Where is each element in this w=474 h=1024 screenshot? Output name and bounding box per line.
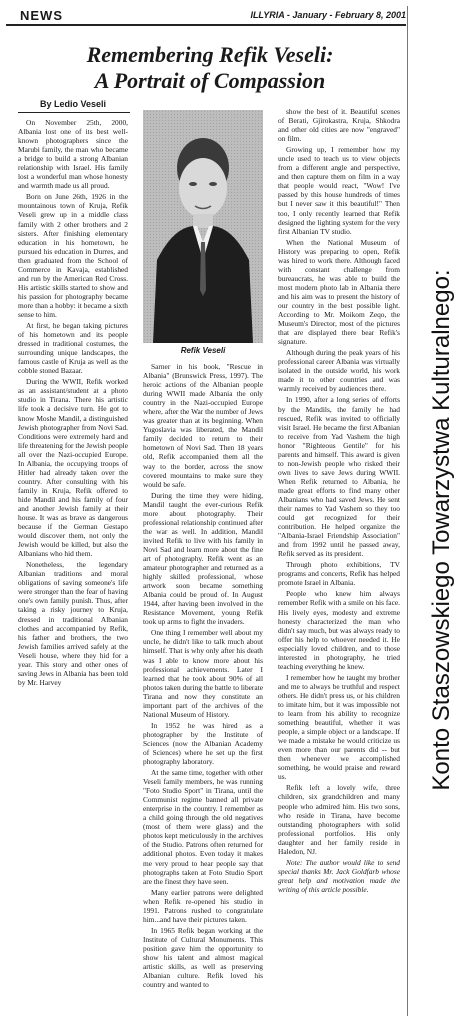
paragraph: In 1952 he was hired as a photographer by the Institute of Sciences (now the Albanian Academy of Sciences) where he set up the first photography laboratory.: [143, 720, 263, 767]
library-stamp: [415, 0, 470, 1024]
paragraph: On November 25th, 2000, Albania lost one of its best well-known photographers since the Marubi family, the man who became a bridge to build a strong Albanian relationship with Israel. His family lost a wonderful man whose honesty and warmth made us all proud.: [18, 118, 128, 191]
paragraph: show the best of it. Beautiful scenes of Berati, Gjirokastra, Kruja, Shkodra and other old cities are now "engraved" on film.: [278, 107, 400, 144]
page-header: [6, 6, 406, 26]
stamp-text: Konto Staszowskiego Towarzystwa Kulturalnego:: [428, 269, 455, 791]
photo-caption: Refik Veseli: [180, 346, 226, 355]
paragraph: In 1965 Refik began working at the Institute of Cultural Monuments. This position gave him the opportunity to show his talent and almost magical artistic skills, as well as preserving Albanian culture. Refik loved his country and wanted to: [143, 925, 263, 990]
portrait-figure: [143, 110, 263, 358]
column-3: [278, 107, 400, 1022]
paragraph: People who knew him always remember Refik with a smile on his face. His lively eyes, modesty and extreme honesty characterized the man who didn't say much, but was always ready to offer his help to whoever needed it. He especially loved children, and to those interested in photography, he tried teaching everything he knew.: [278, 589, 400, 671]
column-2: [143, 362, 263, 1022]
paragraph: Refik left a lovely wife, three children, six grandchildren and many people who admired him. His two sons, who reside in Tirana, have become outstanding photographers with solid professional portfolios. His only daughter and her family reside in Haledon, NJ.: [278, 783, 400, 856]
section-label: NEWS: [20, 8, 63, 23]
paragraph: At first, he began taking pictures of his hometown and its people dressed in traditional costumes, the surrounding unique landscapes, the famous castle of Kruja as well as the cobble stoned Bazaar.: [18, 321, 128, 376]
column-1: [18, 118, 128, 1023]
paragraph: Many earlier patrons were delighted when Refik re-opened his studio in 1991. Patrons rushed to congratulate him...and have their pictures taken.: [143, 887, 263, 924]
paragraph: One thing I remember well about my uncle, he didn't like to talk much about himself. That is why only after his death was I able to know more about his professional achievements. Later I learned that he took about 90% of all photos taken during the battle to liberate Tirana and now they constitute an important part of the archives of the National Museum of History.: [143, 628, 263, 719]
title-line-2: A Portrait of Compassion: [94, 68, 326, 93]
paragraph: Born on June 26th, 1926 in the mountainous town of Kruja, Refik Veseli grew up in a middle class family with 2 other brothers and 2 sisters. After finishing elementary education in his hometown, he pursued his education in Durres, and then graduated from the School of Commerce in Kavaja, established and run by the American Red Cross. His artistic skills started to show and his passion for photography became more than a hobby: it became a sixth sense to him.: [18, 192, 128, 319]
byline-rule: [18, 112, 130, 113]
author-note: Note: The author would like to send special thanks Mr. Jack Goldfarb whose great help and motivation made the writing of this article possible.: [278, 857, 400, 894]
paragraph: Sarner in his book, "Rescue in Albania" (Brunswick Press, 1997). The heroic actions of the Albanian people during WWII made Albania the only country in the Nazi-occupied Europe where, after the War the number of Jews was greater than at its beginning. When Yugoslavia was liberated, the Mandil family decided to return to their hometown of Novi Sad. Then 18 years old, Refik accompanied them all the way to the border, across the snow covered mountains to make sure they would be safe.: [143, 362, 263, 489]
paragraph: During the time they were hiding, Mandil taught the ever-curious Refik more about photography. Their professional relationship continued after the war as well. In addition, Mandil invited Refik to live with his family in Novi Sad and learn more about the fine art of photography. Refik went as an amateur photographer and returned as a highly skilled professional, whose artwork soon became something Albania could be proud of. In August 1944, after having been involved in the Resistance Movement, young Refik took up arms to fight the invaders.: [143, 490, 263, 627]
paragraph: In 1990, after a long series of efforts by the Mandils, the family he had rescued, Refik was invited to officially visit Israel. He became the first Albanian to receive from Yad Vashem the high honor "Righteous Gentile" for his parents and himself. This award is given to non-Jewish people who risked their own lives to save Jews during WWII. When Refik returned to Albania, he made great efforts to find many other Albanians who had saved Jews. He sent their names to Yad Vashem so they too could get recognized for their contribution. He helped organize the "Albania-Israel Friendship Association" and from 1992 until he passed away, Refik served as its president.: [278, 395, 400, 559]
article-title: [20, 42, 400, 94]
title-line-1: Remembering Refik Veseli:: [86, 42, 334, 67]
byline: By Ledio Veseli: [40, 99, 107, 109]
paragraph: Although during the peak years of his professional career Albania was virtually isolated in the outside world, his work made it to other countries and was warmly received by audiences there.: [278, 348, 400, 394]
paragraph: Through photo exhibitions, TV programs and concerts, Refik has helped promote Israel in Albania.: [278, 560, 400, 588]
paragraph: I remember how he taught my brother and me to always be truthful and respect others. He didn't press us, or his children to imitate him, but it was impossible not to learn from his ability to recognize something beautiful, whether it was people, a simple object or a landscape. If we made a mistake he would criticize us even more than our parents did -- but then whenever we accomplished something, he would praise and reward us.: [278, 672, 400, 782]
paragraph: When the National Museum of History was preparing to open, Refik was hired to work there. Although faced with constant challenge from bureaucrats, he was able to build the most modern photo lab in Albania there and his aim was to present the history of our country in the best possible light. According to Mr. Moikom Zeqo, the Museum's Director, most of the pictures that are displayed there bear Refik's signature.: [278, 237, 400, 347]
paragraph: During the WWII, Refik worked as an assistant/student at a photo studio in Tirana. There his artistic life took a decisive turn. He got to know Moshe Mandil, a distinguished Jewish photographer from Novi Sad. Conditions were extremely hard and life threatening for the Jewish people all over the Nazi-occupied Europe. In Albania, the occupying troops of Hitler had already taken over the country. After consulting with his family in Kruja, Refik offered to hide Mandil and his family of four and another Jewish family at their house. It was as brave as dangerous because if the German Gestapo would discover them, not only the Jewish would be killed, but also the Albanians who hid them.: [18, 377, 128, 559]
margin-rule: [407, 6, 408, 1016]
paragraph: At the same time, together with other Veseli family members, he was running "Foto Studio Sport" in Tirana, until the Communist regime banned all private enterprise in the country. I remember as a child going through the old negatives (most of them were glass) and the photos kept meticulously in the archives of the Studio. Patrons often returned for additional photos. Even today it makes me very proud to hear people say that photographs taken at Foto Studio Sport are the finest they have seen.: [143, 768, 263, 886]
portrait-photo: [143, 110, 263, 343]
paragraph: Growing up, I remember how my uncle used to teach us to view objects from a different angle and perspective, and then capture them on film in a way that people would react, "Wow! I've passed by this house hundreds of times but I never saw it this beautiful!" Then too, I only recently learned that Refik designed the lighting system for the very first Albanian TV studio.: [278, 145, 400, 236]
publication-line: ILLYRIA - January - February 8, 2001: [250, 10, 406, 20]
paragraph: Nonetheless, the legendary Albanian traditions and moral obligations of saving someone's life were stronger than the fear of having one's own family punish. Thus, after taking a risky journey to Kruja, dressed in traditional Albanian clothes and accompanied by Refik, his father and brothers, the two Jewish families arrived safely at the Veseli house, where they hid for a year. This story and other ones of saving Jews in Albania has been told by Mr. Harvey: [18, 560, 128, 687]
